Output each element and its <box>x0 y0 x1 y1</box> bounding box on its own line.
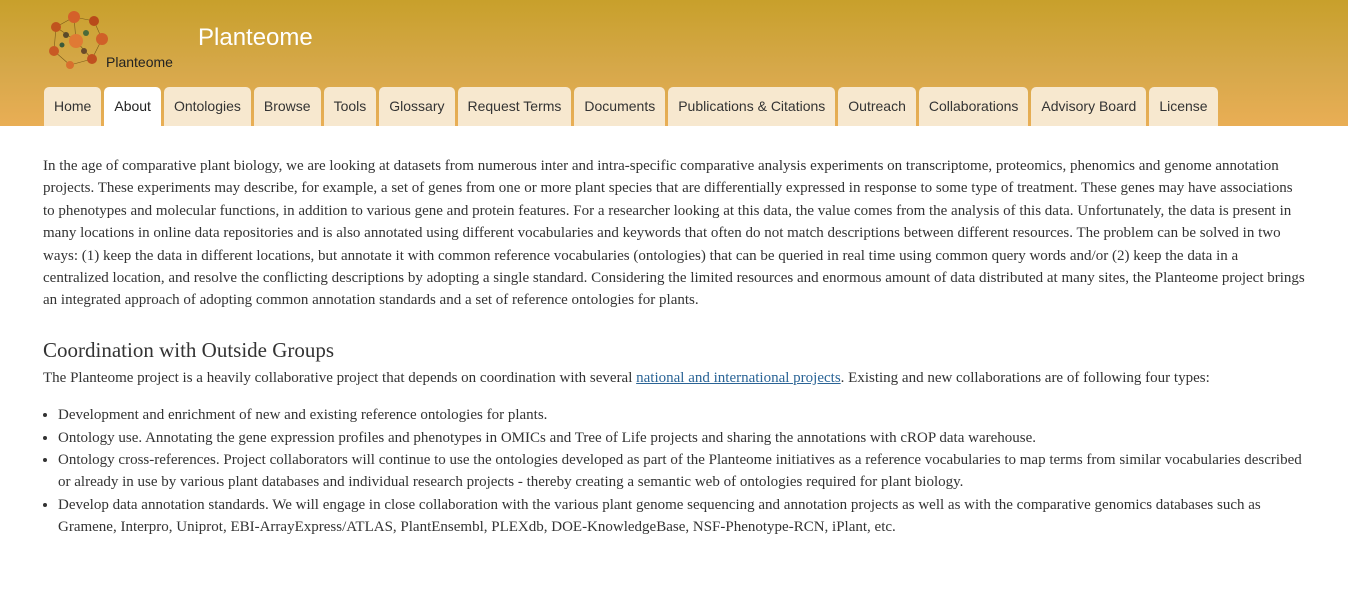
tab-outreach[interactable]: Outreach <box>838 87 916 126</box>
coordination-text-after: . Existing and new collaborations are of following four types: <box>840 369 1210 386</box>
main-nav-tabs <box>44 87 1218 126</box>
tab-ontologies[interactable]: Ontologies <box>164 87 251 126</box>
site-header <box>0 0 1348 126</box>
coordination-text-before: The Planteome project is a heavily collaborative project that depends on coordination with several <box>43 369 637 386</box>
planteome-logo-icon <box>44 7 114 75</box>
national-international-projects-link[interactable]: national and international projects <box>636 369 841 386</box>
main-content <box>43 155 1305 539</box>
tab-about[interactable]: About <box>104 87 161 126</box>
tab-tools[interactable]: Tools <box>324 87 377 126</box>
list-item: • Ontology use. Annotating the gene expression profiles and phenotypes in OMICs and Tree of Life projects and sharing the annotations with cROP data warehouse. <box>58 427 1305 449</box>
tab-glossary[interactable]: Glossary <box>379 87 454 126</box>
tab-request-terms[interactable]: Request Terms <box>458 87 572 126</box>
list-item: • Develop data annotation standards. We will engage in close collaboration with the various plant genome sequencing and annotation projects as well as with the comparative genomics databases such as Gramene, Interpro, Uniprot, EBI-ArrayExpress/ATLAS, PlantEnsembl, PLEXdb, DOE-KnowledgeBase, NSF-Phenotype-RCN, iPlant, etc. <box>58 494 1305 539</box>
site-title[interactable]: Planteome <box>198 24 313 51</box>
list-item: • Development and enrichment of new and existing reference ontologies for plants. <box>58 404 1305 426</box>
tab-license[interactable]: License <box>1149 87 1217 126</box>
section-heading: Coordination with Outside Groups <box>43 337 335 362</box>
tab-browse[interactable]: Browse <box>254 87 321 126</box>
collaboration-types-list <box>43 404 1305 538</box>
planteome-logo[interactable] <box>44 7 184 75</box>
logo-text: Planteome <box>106 54 173 70</box>
tab-collaborations[interactable]: Collaborations <box>919 87 1029 126</box>
tab-home[interactable]: Home <box>44 87 101 126</box>
intro-paragraph: In the age of comparative plant biology, we are looking at datasets from numerous inter and intra-specific comparative analysis experiments on transcriptome, proteomics, phenomics and genome annotation projects. These experiments may describe, for example, a set of genes from one or more plant species that are differentially expressed in response to some type of treatment. These genes may have associations to phenotypes and molecular functions, in addition to various gene and protein features. For a researcher looking at this data, the value comes from the analysis of this data. Unfortunately, the data is present in many locations in online data repositories and is also annotated using different vocabularies and keywords that often do not match descriptions between different resources. The problem can be solved in two ways: (1) keep the data in different locations, but annotate it with common reference vocabularies (ontologies) that can be queried in real time using common query words and/or (2) keep the data in a centralized location, and resolve the conflicting descriptions by adopting a single standard. Considering the limited resources and enormous amount of data distributed at many sites, the Planteome project brings an integrated approach of adopting common annotation standards and a set of reference ontologies for plants. <box>43 158 1305 309</box>
tab-documents[interactable]: Documents <box>574 87 665 126</box>
tab-publications-citations[interactable]: Publications & Citations <box>668 87 835 126</box>
coordination-paragraph <box>43 367 1305 389</box>
list-item: • Ontology cross-references. Project collaborators will continue to use the ontologies developed as part of the Planteome initiatives as a reference vocabularies to map terms from similar vocabularies described or already in use by various plant databases and individual research projects - thereby creating a semantic web of ontologies required for plant biology. <box>58 449 1305 494</box>
tab-advisory-board[interactable]: Advisory Board <box>1031 87 1146 126</box>
